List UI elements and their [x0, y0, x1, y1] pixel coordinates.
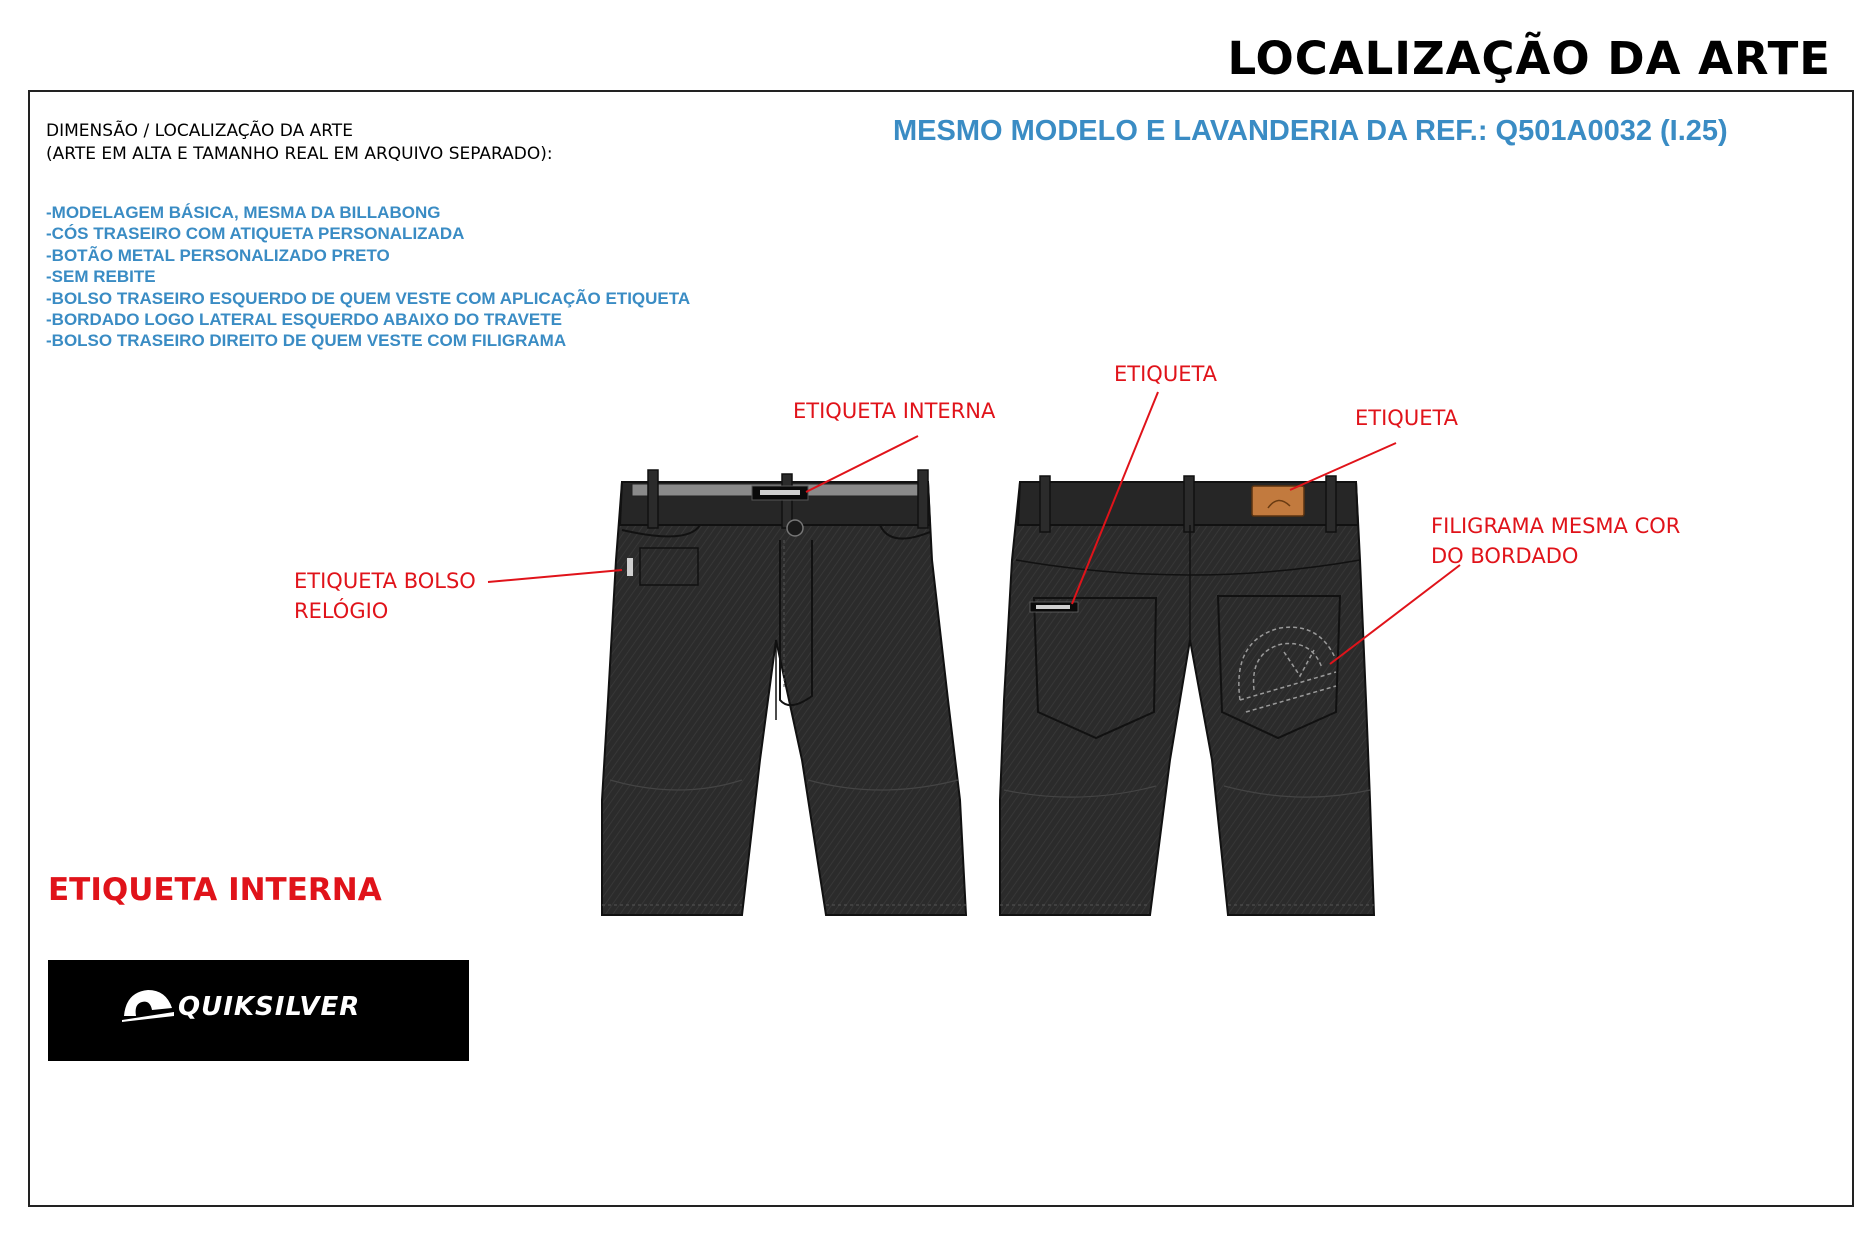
shorts-front-view [602, 470, 966, 915]
shorts-back-view [1000, 476, 1374, 915]
spec-item: -BOTÃO METAL PERSONALIZADO PRETO [46, 245, 390, 265]
callout-watch-pocket-line1: ETIQUETA BOLSO [294, 569, 476, 593]
spec-item: -BORDADO LOGO LATERAL ESQUERDO ABAIXO DO TRAVETE [46, 310, 562, 330]
callout-back-pocket-label: ETIQUETA [1114, 362, 1218, 386]
spec-item: -BOLSO TRASEIRO DIREITO DE QUEM VESTE COM FILIGRAMA [46, 331, 567, 351]
spec-item: -CÓS TRASEIRO COM ATIQUETA PERSONALIZADA [46, 224, 465, 244]
inner-label-title: ETIQUETA INTERNA [48, 872, 382, 908]
callout-filigree-line2: DO BORDADO [1431, 544, 1579, 568]
callout-watch-pocket [294, 566, 476, 626]
spec-item: -BOLSO TRASEIRO ESQUERDO DE QUEM VESTE COM APLICAÇÃO ETIQUETA [46, 288, 691, 308]
inner-label-brand-text: QUIKSILVER [178, 992, 361, 1022]
dimension-header-line1: DIMENSÃO / LOCALIZAÇÃO DA ARTE [46, 121, 353, 141]
spec-item: -MODELAGEM BÁSICA, MESMA DA BILLABONG [46, 203, 441, 222]
reference-note: MESMO MODELO E LAVANDERIA DA REF.: Q501A0032 (I.25) [893, 115, 1728, 147]
dimension-header-line2: (ARTE EM ALTA E TAMANHO REAL EM ARQUIVO SEPARADO): [46, 144, 553, 164]
callout-watch-pocket-line2: RELÓGIO [294, 599, 389, 623]
quiksilver-wave-mountain-icon [122, 986, 174, 1022]
inner-label-artwork [48, 960, 469, 1061]
page-title: LOCALIZAÇÃO DA ARTE [1227, 32, 1831, 85]
spec-item: -SEM REBITE [46, 267, 156, 287]
callout-filigree [1431, 511, 1680, 571]
callout-filigree-line1: FILIGRAMA MESMA COR [1431, 514, 1681, 538]
callout-waistband-label: ETIQUETA [1355, 406, 1459, 430]
callout-inner-label: ETIQUETA INTERNA [793, 399, 996, 423]
